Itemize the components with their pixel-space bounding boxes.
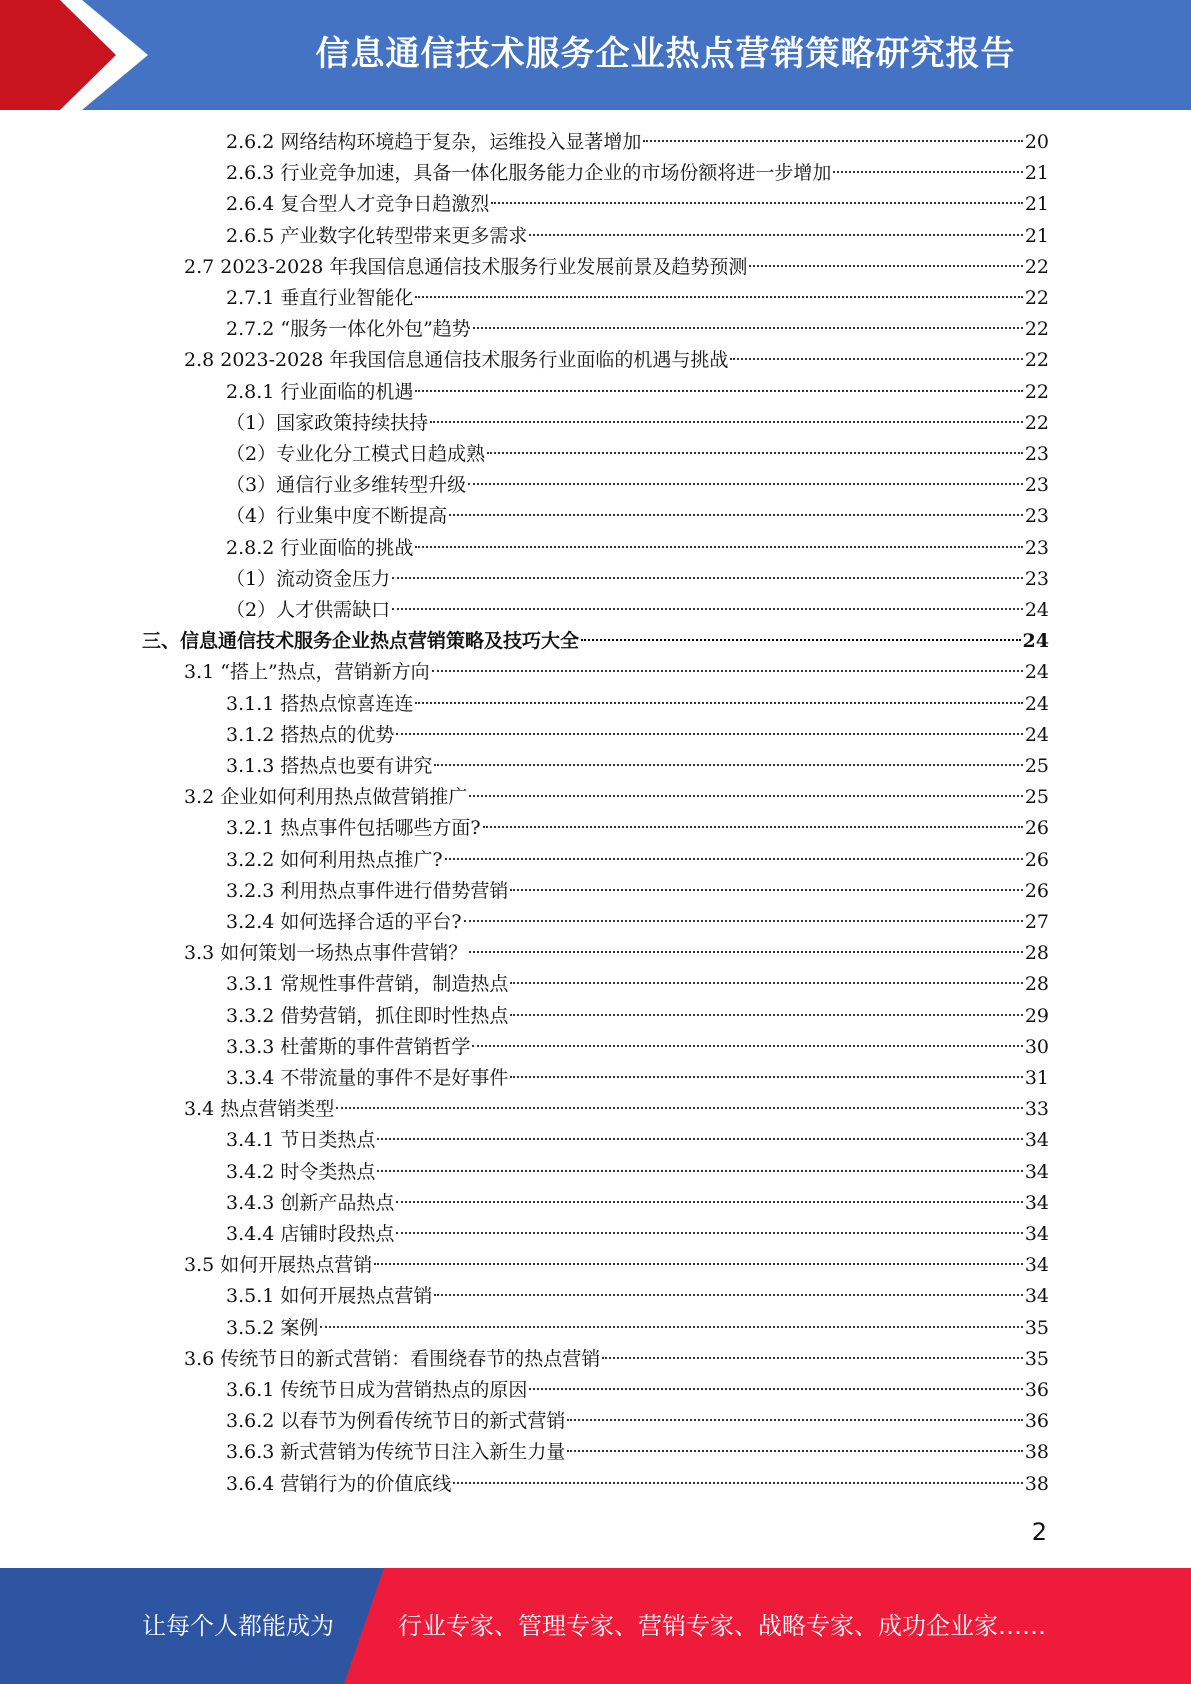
toc-entry[interactable] [184,1344,1049,1375]
toc-entry-page: 31 [1024,1067,1049,1089]
toc-entry-title: 三、信息通信技术服务企业热点营销策略及技巧大全 [142,630,580,653]
toc-entry-page: 22 [1024,255,1049,278]
toc-entry[interactable] [226,720,1049,751]
toc-entry-title: 2.6.2 网络结构环境趋于复杂，运维投入显著增加 [226,131,642,153]
toc-entry-page: 34 [1024,1129,1049,1152]
toc-entry-page: 33 [1024,1098,1049,1121]
toc-entry[interactable] [226,1032,1049,1063]
toc-entry[interactable] [226,1406,1049,1437]
toc-entry-title: 3.6.4 营销行为的价值底线 [226,1472,452,1495]
toc-entry-title: 3.6.2 以春节为例看传统节日的新式营销 [226,1410,566,1433]
toc-entry-title: （3）通信行业多维转型升级 [226,474,467,497]
toc-entry[interactable] [226,1281,1049,1312]
toc-entry-title: 3.2.4 如何选择合适的平台? [226,911,462,933]
toc-dot-leader [392,608,1023,610]
toc-entry[interactable] [226,533,1049,564]
toc-dot-leader [567,1419,1022,1421]
toc-entry-title: 2.6.5 产业数字化转型带来更多需求 [226,224,528,247]
toc-entry-page: 24 [1024,599,1049,621]
toc-dot-leader [374,1263,1023,1265]
toc-entry[interactable] [226,1125,1049,1156]
toc-entry-page: 26 [1024,848,1049,871]
toc-entry-title: 3.2.2 如何利用热点推广? [226,848,443,871]
toc-entry-title: 3.1.3 搭热点也要有讲究 [226,755,433,777]
toc-entry-page: 22 [1024,380,1049,403]
toc-entry-title: 2.7 2023-2028 年我国信息通信技术服务行业发展前景及趋势预测 [184,255,748,278]
toc-dot-leader [730,358,1022,360]
toc-entry-page: 21 [1024,162,1049,185]
toc-dot-leader [567,1450,1022,1452]
toc-dot-leader [396,733,1022,735]
toc-entry-title: 3.6.3 新式营销为传统节日注入新生力量 [226,1441,566,1464]
toc-dot-leader [336,1107,1023,1109]
toc-dot-leader [473,327,1023,329]
toc-entry[interactable] [226,1157,1049,1188]
toc-entry[interactable] [226,127,1049,158]
toc-dot-leader [430,421,1023,423]
toc-entry-title: 3.6.1 传统节日成为营销热点的原因 [226,1379,528,1401]
toc-entry[interactable] [184,345,1049,376]
toc-entry-title: 3.2 企业如何利用热点做营销推广 [184,786,468,809]
toc-entry-title: 3.6 传统节日的新式营销：看围绕春节的热点营销 [184,1347,601,1370]
footer-slogan-left: 让每个人都能成为 [142,1612,334,1640]
toc-dot-leader [469,951,1023,953]
toc-dot-leader [432,670,1023,672]
toc-entry-title: 3.3.3 杜蕾斯的事件营销哲学 [226,1035,471,1058]
toc-dot-leader [415,296,1022,298]
toc-entry-title: 2.7.2 “服务一体化外包”趋势 [226,318,471,341]
toc-entry[interactable] [226,969,1049,1000]
toc-entry[interactable] [226,907,1049,938]
toc-entry-page: 34 [1024,1285,1049,1308]
toc-entry-page: 30 [1024,1035,1049,1058]
toc-entry-page: 25 [1024,786,1049,809]
toc-entry[interactable] [226,470,1049,501]
toc-entry-page: 24 [1022,630,1049,653]
toc-entry-page: 23 [1024,567,1049,590]
toc-entry-page: 26 [1024,879,1049,902]
toc-entry[interactable] [226,813,1049,844]
toc-entry-title: 2.6.3 行业竞争加速，具备一体化服务能力企业的市场份额将进一步增加 [226,162,832,185]
toc-entry-title: 3.3 如何策划一场热点事件营销？ [184,942,468,965]
toc-dot-leader [396,1232,1022,1234]
report-title: 信息通信技术服务企业热点营销策略研究报告 [315,34,1016,74]
toc-entry[interactable] [226,408,1049,439]
toc-entry-page: 22 [1024,287,1049,309]
toc-entry-title: 3.4.3 创新产品热点 [226,1191,395,1214]
toc-entry-title: （2）人才供需缺口 [226,599,391,621]
toc-entry-title: 3.4.2 时令类热点 [226,1160,376,1183]
toc-entry[interactable] [142,626,1049,657]
toc-dot-leader [453,1482,1022,1484]
toc-entry-page: 21 [1024,224,1049,247]
toc-entry-title: 3.5.1 如何开展热点营销 [226,1285,433,1308]
footer-slogan-right: 行业专家、管理专家、营销专家、战略专家、成功企业家…… [398,1612,1046,1640]
toc-entry[interactable] [226,314,1049,345]
toc-dot-leader [434,764,1022,766]
toc-entry-page: 34 [1024,1191,1049,1214]
toc-entry-page: 23 [1024,474,1049,497]
toc-entry-title: 3.4 热点营销类型 [184,1098,335,1121]
toc-entry-page: 24 [1024,723,1049,746]
toc-entry[interactable] [226,501,1049,532]
toc-dot-leader [510,1014,1022,1016]
toc-entry[interactable] [226,1375,1049,1406]
toc-entry-page: 28 [1024,942,1049,965]
toc-entry-page: 36 [1024,1410,1049,1433]
toc-entry-title: 3.3.4 不带流量的事件不是好事件 [226,1067,509,1089]
toc-entry-title: 3.1.2 搭热点的优势 [226,723,395,746]
toc-entry-title: 3.1.1 搭热点惊喜连连 [226,692,414,715]
toc-entry[interactable] [184,1250,1049,1281]
toc-entry-page: 29 [1024,1004,1049,1027]
toc-dot-leader [602,1357,1023,1359]
toc-entry-page: 34 [1024,1223,1049,1245]
toc-dot-leader [415,702,1022,704]
toc-entry[interactable] [226,283,1049,314]
toc-entry[interactable] [226,845,1049,876]
toc-dot-leader [469,795,1023,797]
toc-entry[interactable] [226,751,1049,782]
toc-entry-page: 27 [1024,911,1049,933]
toc-entry-page: 24 [1024,692,1049,715]
toc-entry[interactable] [184,252,1049,283]
toc-dot-leader [434,1294,1022,1296]
toc-entry-title: 3.4.1 节日类热点 [226,1129,376,1152]
toc-entry-page: 38 [1024,1472,1049,1495]
toc-entry[interactable] [226,221,1049,252]
toc-dot-leader [581,639,1021,641]
toc-dot-leader [472,1045,1022,1047]
toc-entry-title: （1）流动资金压力 [226,567,391,590]
toc-dot-leader [449,514,1023,516]
toc-entry[interactable] [226,158,1049,189]
toc-entry-page: 35 [1024,1316,1049,1339]
toc-entry-title: 2.8.2 行业面临的挑战 [226,536,414,559]
toc-entry-page: 36 [1024,1379,1049,1401]
toc-entry-page: 38 [1024,1441,1049,1464]
toc-entry-page: 34 [1024,1160,1049,1183]
toc-entry-page: 20 [1024,131,1049,153]
toc-dot-leader [320,1326,1022,1328]
toc-entry-title: （4）行业集中度不断提高 [226,505,448,528]
toc-entry[interactable] [226,564,1049,595]
toc-entry-page: 23 [1024,536,1049,559]
toc-entry-page: 23 [1024,443,1049,465]
toc-dot-leader [464,920,1023,922]
toc-dot-leader [833,171,1022,173]
toc-entry-page: 25 [1024,755,1049,777]
toc-entry[interactable] [226,1001,1049,1032]
toc-entry[interactable] [226,1469,1049,1500]
toc-entry-page: 35 [1024,1347,1049,1370]
toc-entry[interactable] [226,189,1049,220]
toc-entry-page: 22 [1024,318,1049,341]
toc-dot-leader [445,858,1023,860]
toc-entry[interactable] [184,657,1049,688]
toc-dot-leader [392,577,1023,579]
toc-entry[interactable] [226,689,1049,720]
toc-dot-leader [529,234,1022,236]
toc-entry[interactable] [226,595,1049,626]
toc-entry-title: 2.8 2023-2028 年我国信息通信技术服务行业面临的机遇与挑战 [184,349,729,372]
toc-entry[interactable] [226,876,1049,907]
toc-entry[interactable] [226,1063,1049,1094]
header-band [0,0,1191,110]
toc-entry[interactable] [226,439,1049,470]
toc-dot-leader [529,1388,1022,1390]
toc-dot-leader [749,265,1022,267]
toc-entry[interactable] [226,1188,1049,1219]
toc-entry-title: （2）专业化分工模式日趋成熟 [226,443,486,465]
toc-entry-title: 2.8.1 行业面临的机遇 [226,380,414,403]
toc-entry-page: 23 [1024,505,1049,528]
toc-entry-title: 3.3.1 常规性事件营销，制造热点 [226,973,509,996]
toc-dot-leader [491,202,1022,204]
toc-dot-leader [468,483,1023,485]
toc-dot-leader [396,1201,1022,1203]
toc-entry-title: 3.1 “搭上”热点，营销新方向 [184,661,430,684]
toc-dot-leader [510,889,1022,891]
toc-entry[interactable] [226,1219,1049,1250]
toc-dot-leader [483,826,1023,828]
toc-dot-leader [510,1076,1022,1078]
footer-band [0,1568,1191,1684]
toc-entry-title: 3.5 如何开展热点营销 [184,1254,373,1277]
toc-entry-title: 3.2.1 热点事件包括哪些方面? [226,817,481,840]
toc-entry-page: 22 [1024,349,1049,372]
toc-entry[interactable] [226,377,1049,408]
toc-dot-leader [415,546,1022,548]
toc-entry-page: 21 [1024,193,1049,216]
toc-entry-page: 24 [1024,661,1049,684]
toc-entry[interactable] [184,782,1049,813]
toc-entry-title: 2.7.1 垂直行业智能化 [226,287,414,309]
toc-entry-title: 3.5.2 案例 [226,1316,319,1339]
toc-dot-leader [377,1170,1022,1172]
toc-entry-title: 3.4.4 店铺时段热点 [226,1223,395,1245]
toc-dot-leader [415,390,1022,392]
toc-dot-leader [643,140,1022,142]
page-number: 2 [1031,1518,1047,1546]
toc-dot-leader [377,1138,1022,1140]
toc-entry-title: 2.6.4 复合型人才竞争日趋激烈 [226,193,490,216]
toc-entry-page: 34 [1024,1254,1049,1277]
toc-entry[interactable] [226,1313,1049,1344]
toc-entry-page: 22 [1024,411,1049,434]
toc-entry-page: 26 [1024,817,1049,840]
toc-entry[interactable] [184,938,1049,969]
toc-dot-leader [510,982,1022,984]
toc-entry-title: 3.3.2 借势营销，抓住即时性热点 [226,1004,509,1027]
toc-entry-title: （1）国家政策持续扶持 [226,411,429,434]
toc-entry[interactable] [184,1094,1049,1125]
toc-dot-leader [487,452,1023,454]
toc-entry[interactable] [226,1437,1049,1468]
toc-entry-title: 3.2.3 利用热点事件进行借势营销 [226,879,509,902]
toc-entry-page: 28 [1024,973,1049,996]
